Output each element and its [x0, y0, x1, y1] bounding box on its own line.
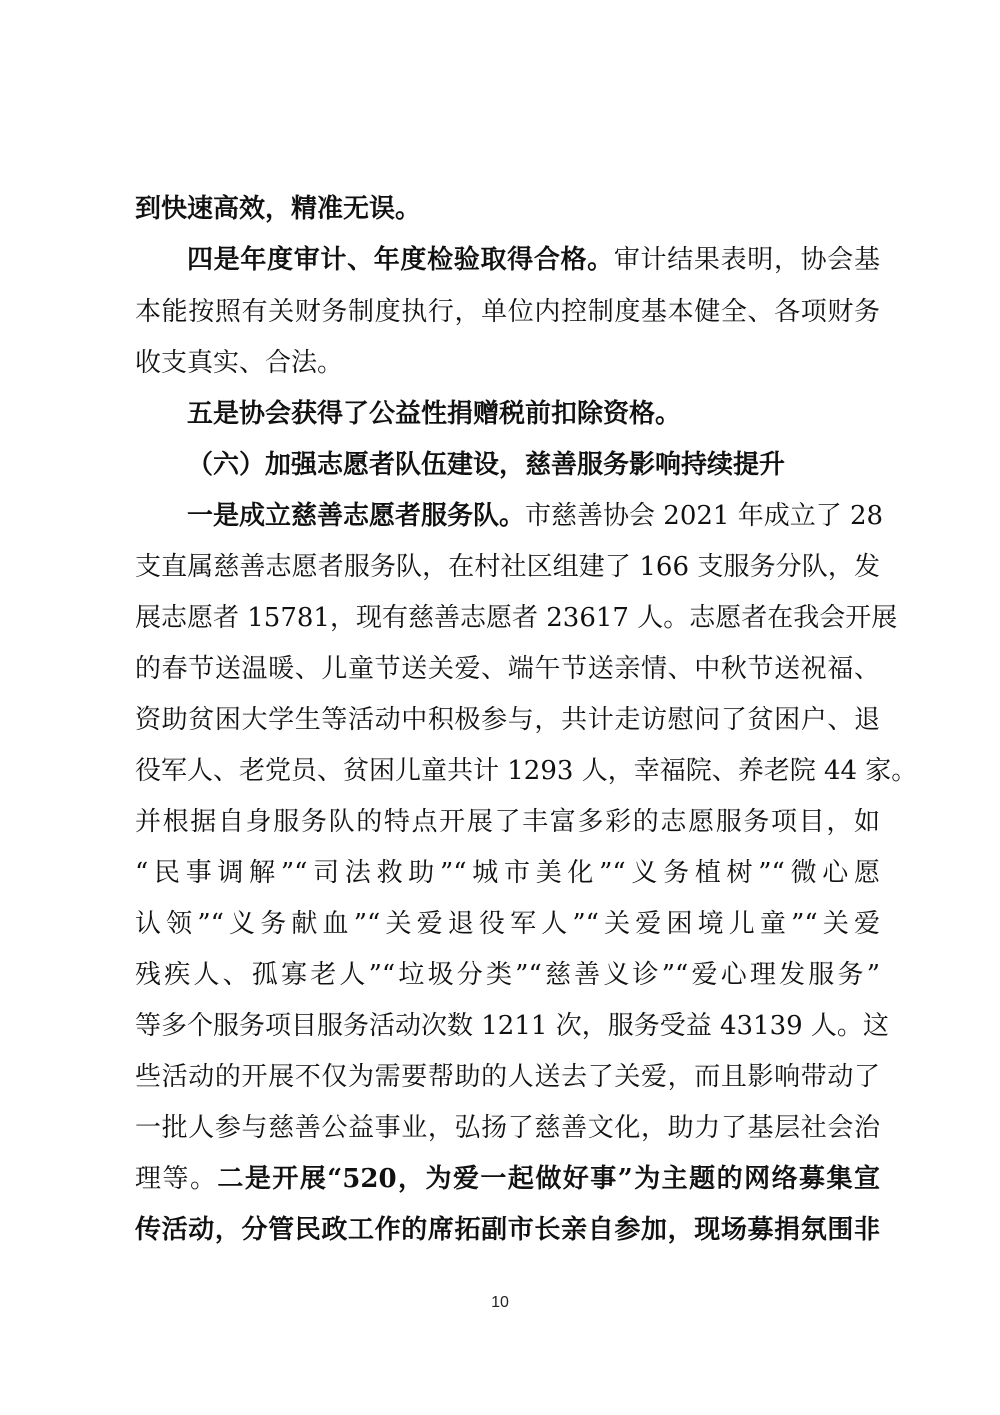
- paragraph-line-20: [135, 1161, 880, 1197]
- paragraph-line-21: 传活动，分管民政工作的席拓副市长亲自参加，现场募捐氛围非: [135, 1215, 880, 1245]
- paragraph-line-10: 的春节送温暖、儿童节送关爱、端午节送亲情、中秋节送祝福、: [135, 654, 880, 684]
- paragraph-line-15: 认领”“义务献血”“关爱退役军人”“关爱困境儿童”“关爱: [135, 909, 880, 939]
- paragraph-line-8: 支直属慈善志愿者服务队，在村社区组建了 166 支服务分队，发: [135, 552, 880, 582]
- section-heading-6: （六）加强志愿者队伍建设，慈善服务影响持续提升: [187, 450, 786, 480]
- heading-audit-qualified: 四是年度审计、年度检验取得合格。: [187, 245, 614, 275]
- line-text: 审计结果表明，协会基: [613, 245, 880, 275]
- paragraph-line-16: 残疾人、孤寡老人”“垃圾分类”“慈善义诊”“爱心理发服务”: [135, 960, 880, 990]
- paragraph-line-5: 五是协会获得了公益性捐赠税前扣除资格。: [187, 399, 682, 429]
- line-text: 市慈善协会 2021 年成立了 28: [525, 501, 884, 531]
- paragraph-line-2: [187, 242, 880, 278]
- paragraph-line-12: 役军人、老党员、贫困儿童共计 1293 人，幸福院、养老院 44 家。: [135, 756, 918, 786]
- paragraph-line-18: 些活动的开展不仅为需要帮助的人送去了关爱，而且影响带动了: [135, 1062, 880, 1092]
- line-text: 理等。: [135, 1164, 218, 1194]
- paragraph-line-9: 展志愿者 15781，现有慈善志愿者 23617 人。志愿者在我会开展: [135, 603, 898, 633]
- paragraph-line-14: “民事调解”“司法救助”“城市美化”“义务植树”“微心愿: [135, 858, 880, 888]
- heading-online-fundraising: 二是开展“520，为爱一起做好事”为主题的网络募集宣: [217, 1164, 880, 1194]
- page-number: 10: [491, 1294, 509, 1311]
- paragraph-line-7: [187, 498, 884, 534]
- paragraph-line-3: 本能按照有关财务制度执行，单位内控制度基本健全、各项财务: [135, 297, 880, 327]
- paragraph-line-13: 并根据自身服务队的特点开展了丰富多彩的志愿服务项目，如: [135, 807, 880, 837]
- paragraph-line-11: 资助贫困大学生等活动中积极参与，共计走访慰问了贫困户、退: [135, 705, 880, 735]
- paragraph-line-19: 一批人参与慈善公益事业，弘扬了慈善文化，助力了基层社会治: [135, 1113, 880, 1143]
- paragraph-line-17: 等多个服务项目服务活动次数 1211 次，服务受益 43139 人。这: [135, 1011, 889, 1041]
- paragraph-line-4: 收支真实、合法。: [135, 348, 344, 378]
- heading-volunteer-team: 一是成立慈善志愿者服务队。: [187, 501, 526, 531]
- paragraph-line-1: 到快速高效，精准无误。: [135, 194, 422, 224]
